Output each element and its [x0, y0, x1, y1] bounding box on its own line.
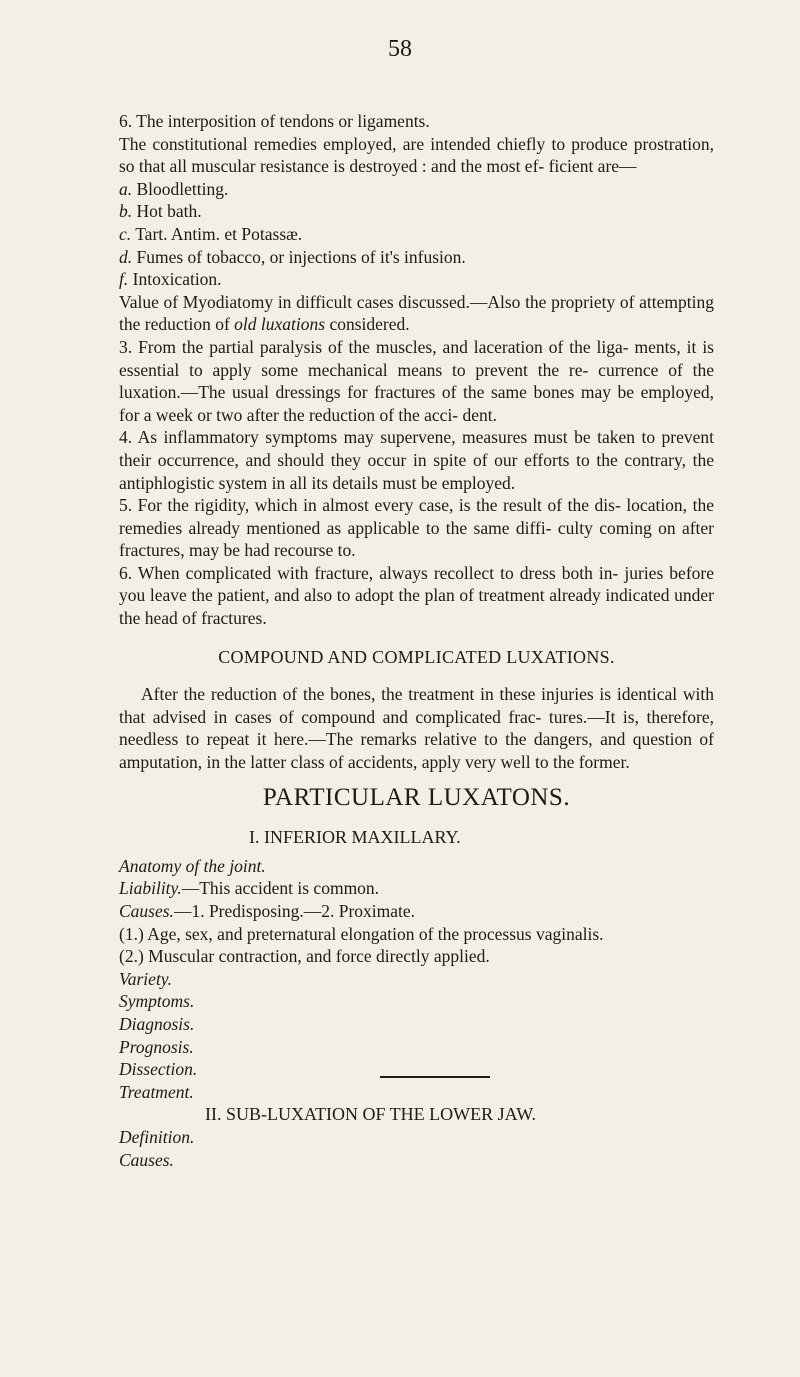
definition-label: Definition. [119, 1126, 195, 1147]
page-body [119, 110, 714, 1171]
compound-luxations-heading: COMPOUND AND COMPLICATED LUXATIONS. [218, 646, 615, 667]
paragraph-4: 4. As inflammatory symptoms may supervene, measures must be taken to prevent their occurrence, and should they occur in spite of our efforts to the contrary, the antiphlogistic system in all its details must be employed. [119, 427, 714, 493]
remedy-text: Hot bath. [136, 201, 202, 222]
liability-line [119, 877, 714, 900]
subhead-text: Treatment. [119, 1081, 194, 1102]
cause-1: (1.) Age, sex, and preternatural elongation of the processus vaginalis. [119, 923, 604, 944]
subhead-prognosis [119, 1036, 714, 1059]
subhead-text: Prognosis. [119, 1036, 194, 1057]
subhead-text: Diagnosis. [119, 1013, 195, 1034]
subhead-text: Dissection. [119, 1059, 198, 1080]
myodiatomy-text: Value of Myodiatomy in difficult cases discussed.—Also the propriety of attempting the reduction of [119, 291, 714, 335]
subhead-text: Symptoms. [119, 991, 195, 1012]
subhead-diagnosis [119, 1013, 714, 1036]
anatomy-label: Anatomy of the joint. [119, 855, 266, 876]
anatomy-line [119, 855, 714, 878]
subhead-treatment [119, 1081, 714, 1104]
remedy-item [119, 178, 714, 201]
subhead-symptoms [119, 990, 714, 1013]
definition-line [119, 1126, 714, 1149]
liability-text: —This accident is common. [181, 878, 380, 899]
paragraph-3: 3. From the partial paralysis of the muscles, and laceration of the liga- ments, it is essential to apply some mechanical means to prevent the re- currence of the luxation.—The usual dressings for fractures of the same bones may be employed, for a week or two after the reduction of the acci- dent. [119, 336, 714, 425]
remedy-letter: c. [119, 223, 132, 244]
item-6-heading: 6. The interposition of tendons or ligaments. [119, 111, 430, 131]
remedy-letter: f. [119, 269, 129, 290]
particular-luxations-heading: PARTICULAR LUXATONS. [262, 783, 571, 811]
old-luxations-term: old luxations [234, 314, 326, 335]
causes-2-line [119, 1149, 714, 1172]
causes-text: —1. Predisposing.—2. Proximate. [173, 901, 416, 921]
liability-label: Liability. [119, 878, 182, 899]
remedy-text: Intoxication. [132, 269, 222, 290]
remedy-item [119, 223, 714, 246]
page-number: 58 [388, 36, 412, 62]
remedy-item [119, 268, 714, 291]
considered-text: considered. [329, 314, 410, 335]
remedy-text: Fumes of tobacco, or injections of it's infusion. [136, 246, 466, 267]
myodiatomy-paragraph [119, 291, 714, 336]
compound-luxations-paragraph: After the reduction of the bones, the treatment in these injuries is identical with that advised in cases of compound and complicated frac- tures.—It is, therefore, needless to repeat it here.—The remarks relative to the dangers, and question of amputation, in the latter class of accidents, apply very well to the former. [119, 684, 714, 773]
constitutional-remedies-paragraph: The constitutional remedies employed, are intended chiefly to produce prostration, so that all muscular resistance is destroyed : and the most ef- ficient are— [119, 133, 714, 177]
remedy-text: Bloodletting. [136, 178, 229, 199]
remedy-item [119, 246, 714, 269]
subhead-variety [119, 968, 714, 991]
causes-line [119, 900, 714, 923]
sub-luxation-heading: II. SUB-LUXATION OF THE LOWER JAW. [205, 1104, 537, 1125]
causes-label: Causes. [119, 901, 174, 921]
remedy-letter: a. [119, 178, 133, 199]
cause-2: (2.) Muscular contraction, and force directly applied. [119, 946, 490, 967]
remedy-item [119, 200, 714, 223]
remedy-letter: d. [119, 246, 133, 267]
remedy-letter: b. [119, 201, 133, 222]
causes-2-label: Causes. [119, 1149, 174, 1170]
paragraph-6: 6. When complicated with fracture, always recollect to dress both in- juries before you leave the patient, and also to adopt the plan of treatment already indicated under the head of fractures. [119, 562, 714, 629]
subhead-text: Variety. [119, 968, 172, 989]
inferior-maxillary-heading: I. INFERIOR MAXILLARY. [249, 827, 461, 848]
subhead-dissection [119, 1058, 714, 1081]
paragraph-5: 5. For the rigidity, which in almost every case, is the result of the dis- location, the remedies already mentioned as applicable to the same diffi- culty coming on after fractures, may be had recourse to. [119, 495, 714, 561]
remedy-text: Tart. Antim. et Potassæ. [135, 223, 303, 244]
